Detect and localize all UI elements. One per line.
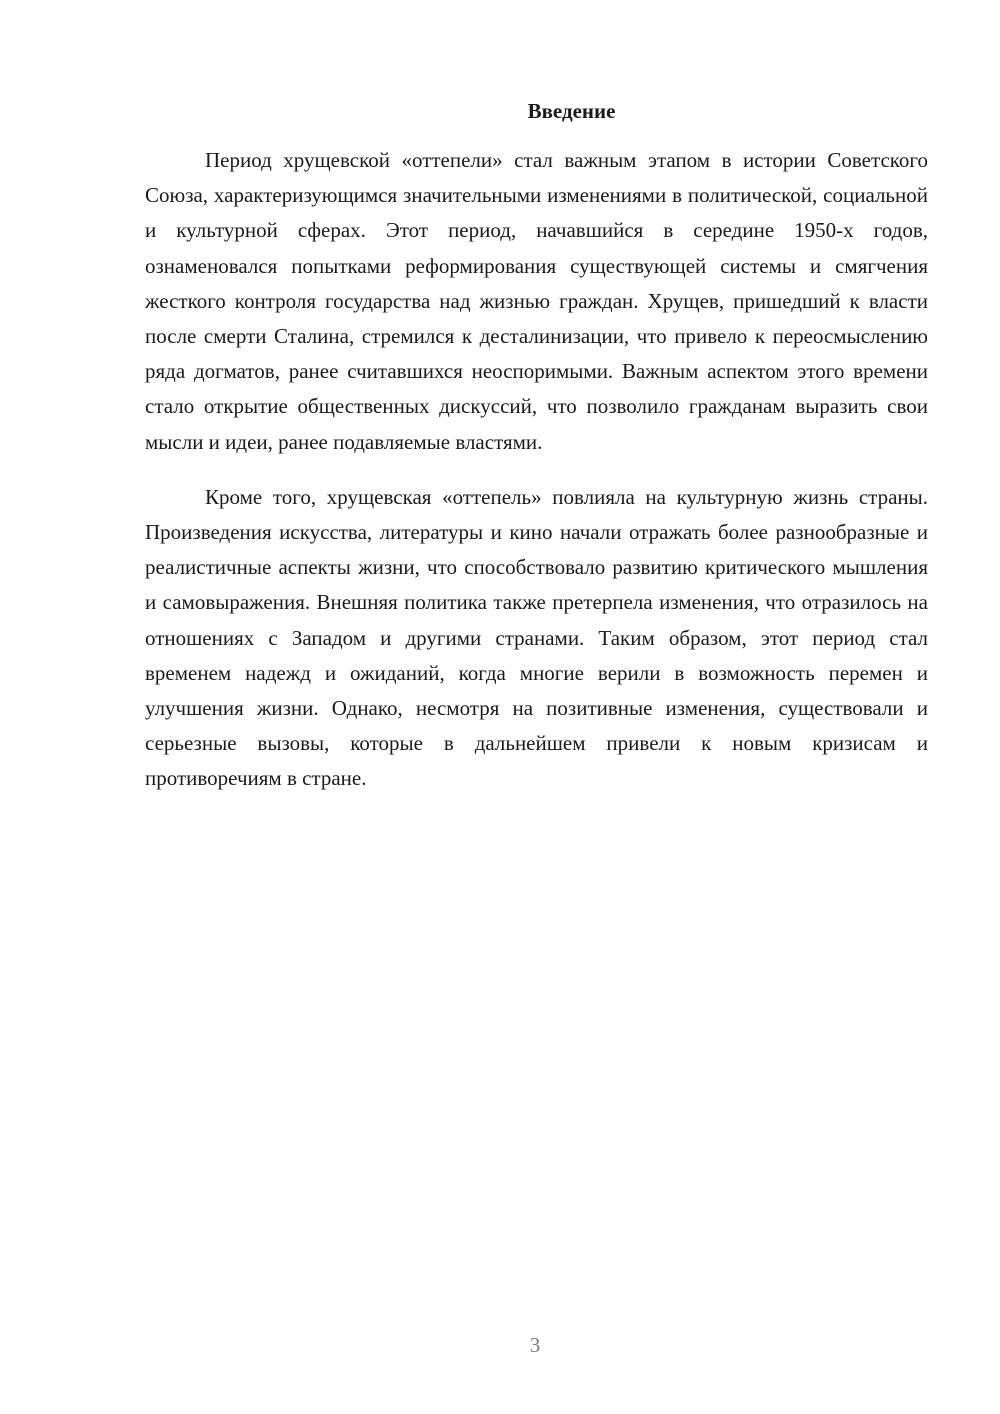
paragraph-2: Кроме того, хрущевская «оттепель» повлияла на культурную жизнь страны. Произведения искусства, литературы и кино начали отражать более разнообразные и реалистичные аспекты жизни, что способствовало развитию критического мышления и самовыражения. Внешняя политика также претерпела изменения, что отразилось на отношениях с Западом и другими странами. Таким образом, этот период стал временем надежд и ожиданий, когда многие верили в возможность перемен и улучшения жизни. Однако, несмотря на позитивные изменения, существовали и серьезные вызовы, которые в дальнейшем привели к новым кризисам и противоречиям в стране. xyxy=(145,484,928,791)
section-heading: Введение xyxy=(527,99,616,123)
page-number: 3 xyxy=(529,1333,541,1357)
body-text xyxy=(145,143,928,797)
paragraph-1: Период хрущевской «оттепели» стал важным этапом в истории Советского Союза, характеризующимся значительными изменениями в политической, социальной и культурной сферах. Этот период, начавшийся в середине 1950-х годов, ознаменовался попытками реформирования существующей системы и смягчения жесткого контроля государства над жизнью граждан. Хрущев, пришедший к власти после смерти Сталина, стремился к десталинизации, что привело к переосмыслению ряда догматов, ранее считавшихся неоспоримыми. Важным аспектом этого времени стало открытие общественных дискуссий, что позволило гражданам выразить свои мысли и идеи, ранее подавляемые властями. xyxy=(145,148,928,454)
